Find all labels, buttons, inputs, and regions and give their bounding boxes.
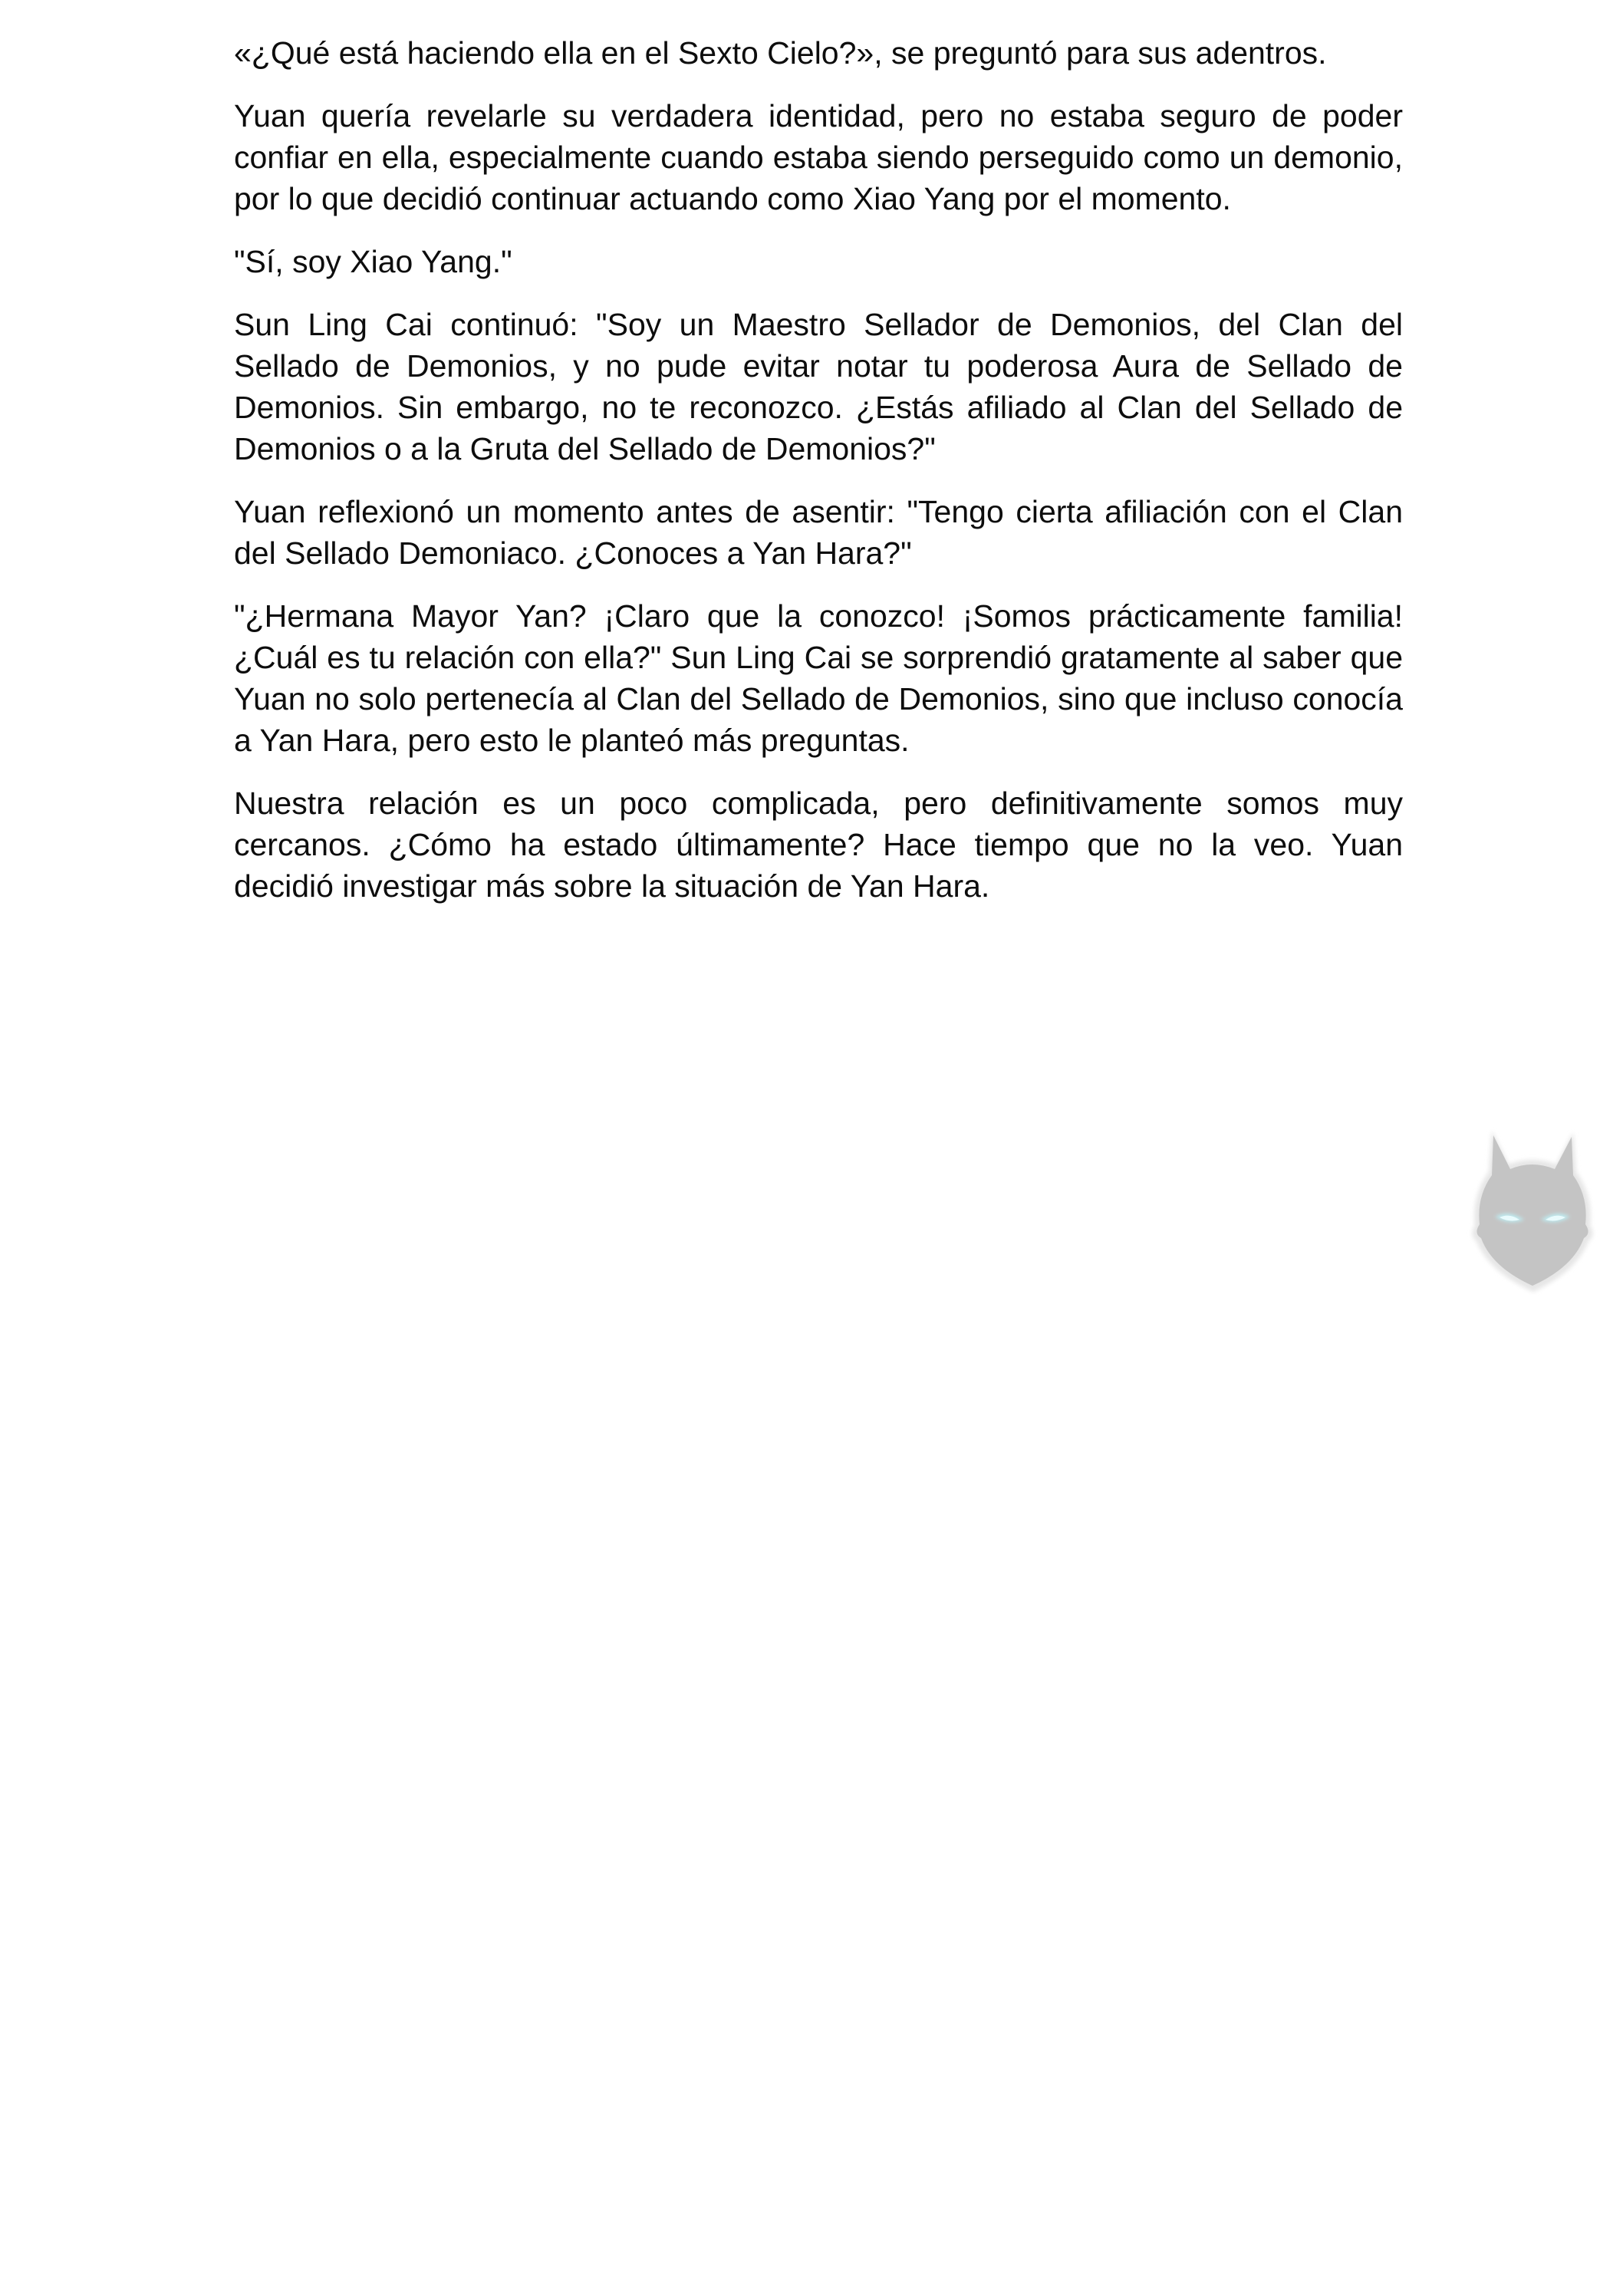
text-column xyxy=(234,32,1403,928)
paragraph-5: Yuan reflexionó un momento antes de asentir: "Tengo cierta afiliación con el Clan del Sellado Demoniaco. ¿Conoces a Yan Hara?" xyxy=(234,494,1403,571)
paragraph-2: Yuan quería revelarle su verdadera identidad, pero no estaba seguro de poder confiar en ella, especialmente cuando estaba siendo perseguido como un demonio, por lo que decidió continuar actuando como Xiao Yang por el momento. xyxy=(234,98,1403,216)
demon-head-icon xyxy=(1461,1126,1603,1296)
paragraph-4: Sun Ling Cai continuó: "Soy un Maestro Sellador de Demonios, del Clan del Sellado de Demonios, y no pude evitar notar tu poderosa Aura de Sellado de Demonios. Sin embargo, no te reconozco. ¿Estás afiliado al Clan del Sellado de Demonios o a la Gruta del Sellado de Demonios?" xyxy=(234,307,1403,466)
paragraph-3: "Sí, soy Xiao Yang." xyxy=(234,244,512,279)
paragraph-7: Nuestra relación es un poco complicada, pero definitivamente somos muy cercanos. ¿Cómo ha estado últimamente? Hace tiempo que no la veo. Yuan decidió investigar más sobre la situación de Yan Hara. xyxy=(234,786,1403,904)
paragraph-1: «¿Qué está haciendo ella en el Sexto Cielo?», se preguntó para sus adentros. xyxy=(234,35,1327,71)
paragraph-6: "¿Hermana Mayor Yan? ¡Claro que la conozco! ¡Somos prácticamente familia! ¿Cuál es tu relación con ella?" Sun Ling Cai se sorprendió gratamente al saber que Yuan no solo pertenecía al Clan del Sellado de Demonios, sino que incluso conocía a Yan Hara, pero esto le planteó más preguntas. xyxy=(234,598,1403,758)
